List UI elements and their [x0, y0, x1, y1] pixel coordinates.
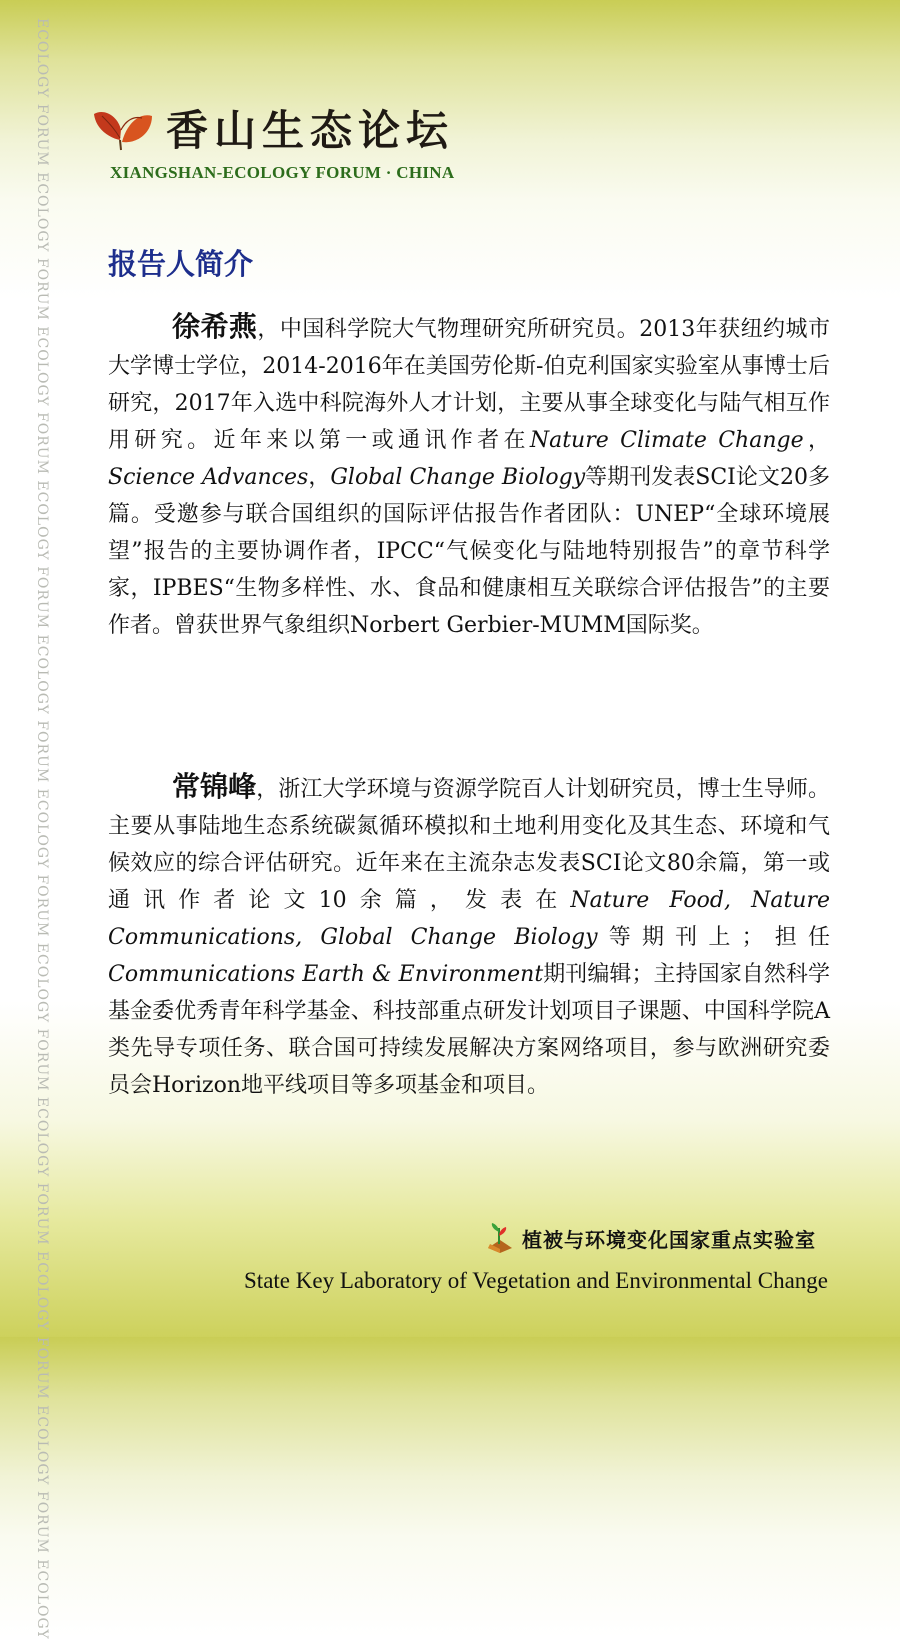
leaf-icon: [90, 100, 154, 152]
journal-name: Nature Food, Nature Communications, Global Change Biology: [108, 888, 830, 950]
side-watermark-text: ECOLOGY FORUM ECOLOGY FORUM ECOLOGY FORUM ECOLOGY FORUM ECOLOGY FORUM ECOLOGY FORUM ECOLOGY FORUM ECOLOGY FORUM ECOLOGY FORUM ECOLOGY FORUM ECOLOGY: [34, 18, 50, 1640]
bio-text: ，中国科学院大气物理研究所研究员。2013年获纽约城市大学博士学位，2014-2016年在美国劳伦斯-伯克利国家实验室从事博士后研究，2017年入选中科院海外人才计划，主要从事全球变化与陆气相互作用研究。近年来以第一或通讯作者在: [108, 317, 830, 453]
bio-text: 等期刊发表SCI论文20多篇。受邀参与联合国组织的国际评估报告作者团队：UNEP“全球环境展望”报告的主要协调作者，IPCC“气候变化与陆地特别报告”的章节科学家，IPBES“生物多样性、水、食品和健康相互关联综合评估报告”的主要作者。曾获世界气象组织Norbert Gerbier-MUMM国际奖。: [108, 465, 830, 638]
journal-name: Global Change Biology: [330, 465, 586, 490]
speaker-bio-2: [108, 768, 830, 1104]
speaker-name: 徐希燕: [172, 310, 258, 343]
bio-text: ，: [803, 428, 830, 453]
forum-title-en: XIANGSHAN-ECOLOGY FORUM · CHINA: [110, 163, 455, 182]
lab-name-en: State Key Laboratory of Vegetation and Environmental Change: [244, 1268, 828, 1293]
section-title: 报告人简介: [108, 247, 254, 281]
bio-text: 期刊编辑；主持国家自然科学基金委优秀青年科学基金、科技部重点研发计划项目子课题、中国科学院A类先导专项任务、联合国可持续发展解决方案网络项目，参与欧洲研究委员会Horizon地平线项目等多项基金和项目。: [108, 962, 830, 1098]
forum-title-cn: 香山生态论坛: [166, 106, 455, 155]
bio-text: ，浙江大学环境与资源学院百人计划研究员，博士生导师。主要从事陆地生态系统碳氮循环模拟和土地利用变化及其生态、环境和气候效应的综合评估研究。近年来在主流杂志发表SCI论文80余篇，第一或通讯作者论文10余篇，发表在: [108, 777, 830, 913]
journal-name: Nature Climate Change: [529, 428, 804, 453]
bio-text: 等期刊上；担任: [597, 925, 830, 950]
speaker-name: 常锦峰: [172, 770, 257, 803]
journal-name: Science Advances: [108, 465, 309, 490]
journal-name: Communications Earth & Environment: [108, 962, 544, 987]
plant-icon: [484, 1222, 514, 1254]
bio-text: ，: [308, 465, 331, 490]
lab-name-cn: 植被与环境变化国家重点实验室: [522, 1228, 816, 1252]
speaker-bio-1: [108, 308, 830, 644]
